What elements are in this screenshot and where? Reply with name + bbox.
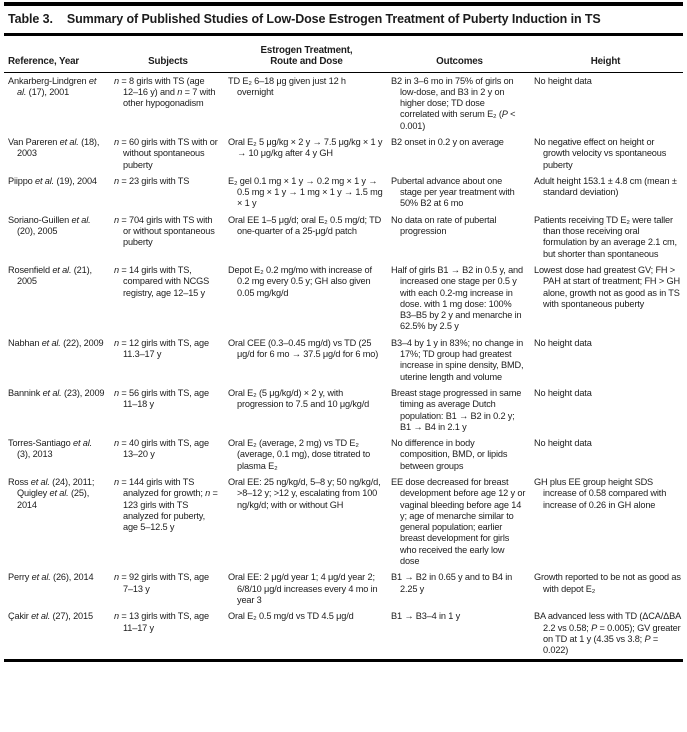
table-row [4, 173, 683, 212]
cell-subjects: n = 704 girls with TS with or without spontaneous puberty [114, 214, 215, 248]
cell-outcomes: B1 → B3–4 in 1 y [391, 611, 461, 622]
table-row [4, 262, 683, 335]
cell-outcomes: B2 onset in 0.2 y on average [391, 136, 504, 147]
table-number: Table 3. [8, 12, 53, 26]
cell-reference: Çakir et al. (27), 2015 [8, 611, 93, 622]
cell-outcomes: B1 → B2 in 0.65 y and to B4 in 2.25 y [391, 572, 513, 594]
cell-treatment: Oral E₂ (average, 2 mg) vs TD E₂ (average, 0.1 mg), dose titrated to plasma E₂ [228, 438, 371, 471]
table-row [4, 570, 683, 609]
cell-subjects: n = 92 girls with TS, age 7–13 y [114, 572, 209, 594]
cell-treatment: Depot E₂ 0.2 mg/mo with increase of 0.2 mg every 0.5 y; GH also given 0.05 mg/kg/d [228, 264, 372, 298]
cell-height: Patients receiving TD E₂ were taller than those receiving oral formulation by an average 2.1 cm, but shorter than spontaneous [534, 214, 677, 259]
cell-height: Growth reported to be not as good as with depot E₂ [534, 572, 681, 594]
cell-outcomes: EE dose decreased for breast development before age 12 y or vaginal bleeding before age 14 y; age of menarche similar to general population; earlier breast development for girls who received the early low dose [391, 477, 526, 567]
cell-treatment: TD E₂ 6–18 μg given just 12 h overnight [228, 75, 346, 97]
table-row [4, 212, 683, 262]
cell-reference: Piippo et al. (19), 2004 [8, 175, 97, 186]
cell-height: No negative effect on height or growth velocity vs spontaneous puberty [534, 136, 667, 170]
column-header-reference-year: Reference, Year [4, 36, 114, 73]
studies-table [4, 36, 683, 662]
cell-treatment: Oral E₂ (5 μg/kg/d) × 2 y, with progression to 7.5 and 10 μg/kg/d [228, 387, 370, 410]
cell-reference: Nabhan et al. (22), 2009 [8, 337, 104, 348]
table-row [4, 609, 683, 661]
cell-height: GH plus EE group height SDS increase of 0.58 compared with increase of 0.26 in GH alone [534, 477, 667, 510]
cell-height: Lowest dose had greatest GV; FH > PAH at start of treatment; FH > GH alone, growth not as good as in TS with spontaneous puberty [534, 264, 680, 309]
cell-reference: Van Pareren et al. (18), 2003 [8, 136, 100, 159]
cell-reference: Ross et al. (24), 2011; Quigley et al. (25), 2014 [8, 477, 95, 510]
cell-treatment: Oral EE 1–5 μg/d; oral E₂ 0.5 mg/d; TD one-quarter of a 25-μg/d patch [228, 214, 382, 237]
cell-outcomes: B3–4 by 1 y in 83%; no change in 17%; TD group had greatest increase in spine density, BMD, uterine length and volume [391, 337, 524, 382]
cell-treatment: Oral CEE (0.3–0.45 mg/d) vs TD (25 μg/d for 6 mo → 37.5 μg/d for 6 mo) [228, 337, 379, 360]
column-header-subjects: Subjects [114, 36, 228, 73]
cell-height: No height data [534, 75, 592, 86]
table-title-bar [4, 2, 683, 36]
cell-reference: Perry et al. (26), 2014 [8, 572, 94, 583]
column-header-outcomes: Outcomes [391, 36, 534, 73]
table-row [4, 134, 683, 173]
cell-treatment: Oral EE: 25 ng/kg/d, 5–8 y; 50 ng/kg/d, >8–12 y; >12 y, escalating from 100 ng/kg/d; with or without GH [228, 477, 381, 510]
cell-height: No height data [534, 337, 592, 348]
cell-subjects: n = 12 girls with TS, age 11.3–17 y [114, 337, 209, 360]
table-row [4, 335, 683, 385]
cell-subjects: n = 60 girls with TS with or without spontaneous puberty [114, 136, 218, 170]
cell-outcomes: No difference in body composition, BMD, or lipids between groups [391, 438, 508, 471]
table-row [4, 385, 683, 435]
table-row [4, 73, 683, 135]
cell-reference: Bannink et al. (23), 2009 [8, 387, 105, 398]
cell-reference: Ankarberg-Lindgren et al. (17), 2001 [8, 75, 97, 97]
table-title: Summary of Published Studies of Low-Dose Estrogen Treatment of Puberty Induction in TS [66, 12, 601, 26]
cell-subjects: n = 13 girls with TS, age 11–17 y [114, 611, 209, 633]
cell-subjects: n = 40 girls with TS, age 13–20 y [114, 438, 209, 460]
cell-outcomes: Half of girls B1 → B2 in 0.5 y, and increased one stage per 0.5 y with each 0.2-mg increase in dose. with 1 mg dose: 100% B3–B5 by 2 y and menarche in 62.5% by 2.5 y [391, 264, 523, 332]
cell-outcomes: No data on rate of pubertal progression [391, 214, 497, 237]
cell-height: No height data [534, 438, 592, 449]
cell-subjects: n = 144 girls with TS analyzed for growth; n = 123 girls with TS analyzed for puberty, age 5–12.5 y [114, 477, 218, 533]
cell-treatment: Oral E₂ 5 μg/kg × 2 y → 7.5 μg/kg × 1 y → 10 μg/kg after 4 y GH [228, 136, 383, 159]
cell-height: Adult height 153.1 ± 4.8 cm (mean ± standard deviation) [534, 175, 677, 198]
cell-height: No height data [534, 387, 592, 398]
cell-treatment: Oral EE: 2 μg/d year 1; 4 μg/d year 2; 6/8/10 μg/d increases every 4 mo in year 3 [228, 572, 378, 605]
table-row [4, 436, 683, 475]
cell-height: BA advanced less with TD (ΔCA/ΔBA 2.2 vs 0.58; P = 0.005); GV greater on TD at 1 y (4.35 vs 3.8; P = 0.022) [534, 611, 681, 656]
cell-reference: Rosenfield et al. (21), 2005 [8, 264, 92, 287]
cell-reference: Soriano-Guillen et al. (20), 2005 [8, 214, 91, 237]
cell-subjects: n = 56 girls with TS, age 11–18 y [114, 387, 209, 410]
cell-subjects: n = 8 girls with TS (age 12–16 y) and n = 7 with other hypogonadism [114, 75, 216, 109]
column-header-height: Height [534, 36, 683, 73]
header-row [4, 36, 683, 73]
cell-subjects: n = 14 girls with TS, compared with NCGS registry, age 12–15 y [114, 264, 210, 298]
column-header-estrogen-treatment: Estrogen Treatment, Route and Dose [228, 36, 391, 73]
cell-treatment: Oral E₂ 0.5 mg/d vs TD 4.5 μg/d [228, 611, 354, 622]
cell-outcomes: Breast stage progressed in same timing as average Dutch population: B1 → B2 in 0.2 y; B1 → B4 in 2.1 y [391, 387, 522, 432]
cell-subjects: n = 23 girls with TS [114, 175, 190, 186]
table-row [4, 475, 683, 570]
cell-outcomes: B2 in 3–6 mo in 75% of girls on low-dose, and B3 in 2 y on higher dose; TD dose correlated with serum E₂ (P < 0.001) [391, 75, 516, 131]
cell-treatment: E₂ gel 0.1 mg × 1 y → 0.2 mg × 1 y → 0.5 mg × 1 y → 1 mg × 1 y → 1.5 mg × 1 y [228, 175, 383, 209]
cell-outcomes: Pubertal advance about one stage per year treatment with 50% B2 at 6 mo [391, 175, 515, 209]
cell-reference: Torres-Santiago et al. (3), 2013 [8, 438, 93, 460]
